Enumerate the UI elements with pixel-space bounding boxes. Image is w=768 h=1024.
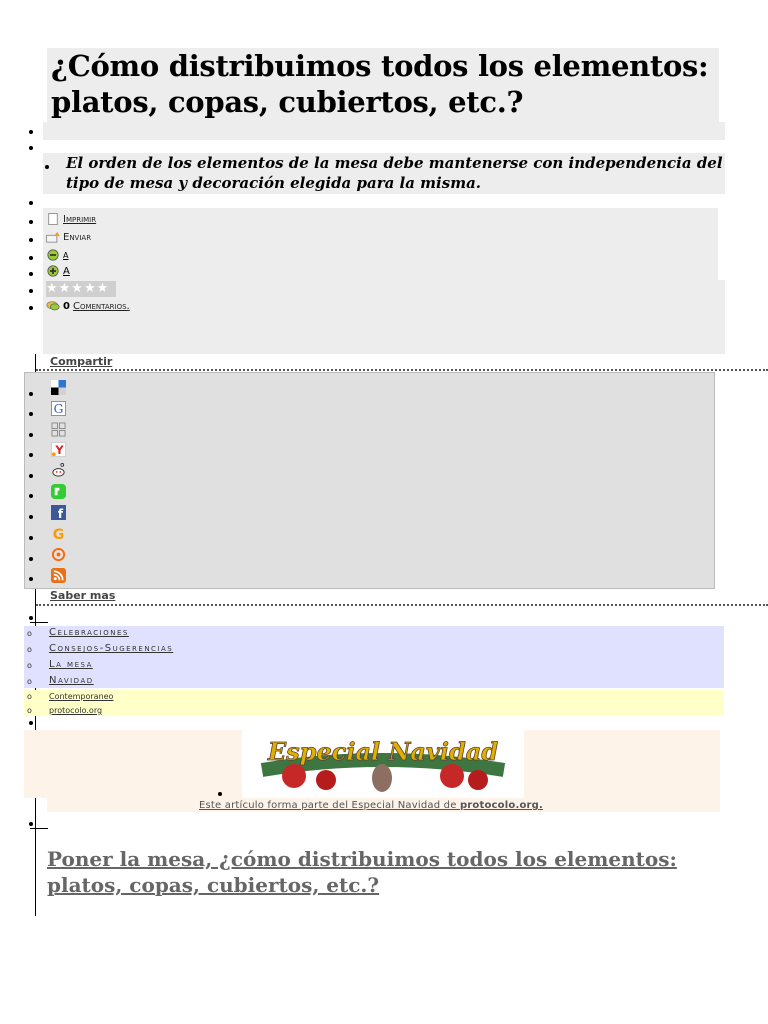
send-link[interactable]: Enviar [46,231,91,243]
especial-navidad-banner[interactable] [242,730,524,798]
category-link[interactable]: Consejos-Sugerencias [49,643,174,654]
bullet [29,201,33,205]
share-panel [24,372,715,589]
svg-text:f: f [57,507,64,520]
spacer-block [43,122,725,140]
svg-text:G: G [52,527,65,541]
comments-link[interactable]: 0 Comentarios. [46,300,130,312]
banner-caption[interactable]: Este artículo forma parte del Especial Navidad de protocolo.org. [199,800,544,811]
facebook-icon[interactable] [51,505,66,520]
article-link-title[interactable]: Poner la mesa, ¿cómo distribuimos todos los elementos: platos, copas, cubiertos, etc.? [47,847,677,897]
category-link[interactable]: Celebraciones [49,627,129,638]
category-link[interactable]: Navidad [49,675,94,686]
rule [30,828,48,829]
tools-background-lower [43,280,725,354]
blogger-icon[interactable] [51,526,66,541]
christmas-ornaments-icon [242,730,524,798]
bullet [29,130,33,134]
learn-more-link[interactable]: Saber mas [50,589,116,602]
rss-icon[interactable] [51,568,66,583]
article-intro: El orden de los elementos de la mesa debe mantenerse con independencia del tipo de mesa y decoración elegida para la misma. [66,154,723,192]
minus-circle-icon [46,249,60,261]
tag-link[interactable]: protocolo.org [49,706,103,715]
bullet [45,165,49,169]
font-larger-button[interactable]: A [46,265,70,277]
categories-panel [24,626,724,688]
rating-stars[interactable]: ★★★★★ [46,281,116,297]
bullet [29,146,33,150]
svg-text:G: G [53,402,64,416]
delicious-icon[interactable] [51,380,66,395]
digg-icon[interactable] [51,422,66,437]
tags-panel [24,690,724,716]
dotted-divider [36,369,768,371]
dotted-divider [36,604,768,606]
plus-circle-icon [46,265,60,277]
page-title: ¿Cómo distribuimos todos los elementos: platos, copas, cubiertos, etc.? [51,49,709,119]
font-smaller-button[interactable]: A [46,249,68,261]
tools-background [43,208,718,280]
svg-text:Y: Y [55,444,64,457]
yahoo-icon[interactable] [51,442,66,457]
feed-icon[interactable] [51,547,66,562]
technorati-icon[interactable] [51,484,66,499]
google-icon[interactable] [51,401,66,416]
mail-send-icon [46,231,60,243]
speech-bubble-icon [46,300,60,312]
share-label[interactable]: Compartir [50,355,113,368]
tag-link[interactable]: Contemporaneo [49,692,114,701]
print-link[interactable]: Imprimir [46,213,96,225]
document-icon [46,213,60,225]
rule [30,622,48,623]
reddit-icon[interactable] [51,463,66,478]
svg-text:Especial Navidad: Especial Navidad [267,737,499,766]
category-link[interactable]: La mesa [49,659,93,670]
